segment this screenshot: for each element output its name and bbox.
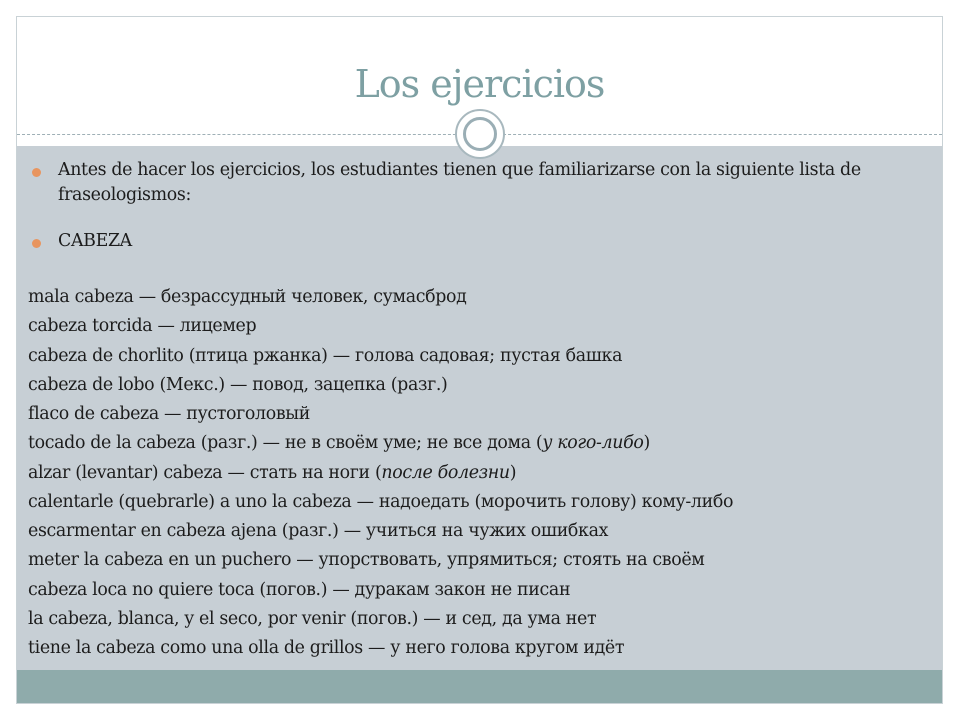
bullet-text: CABEZA (58, 231, 132, 251)
bullet-dot-icon (32, 239, 41, 248)
phrase-italic: у кого-либо (542, 433, 644, 454)
phrase-italic: после болезни (381, 462, 510, 483)
phrase-line: meter la cabeza en un puchero — упорствовать, упрямиться; стоять на своём (28, 550, 705, 571)
ring-ornament-inner (463, 117, 497, 151)
phrase-line: mala cabeza — безрассудный человек, сумасброд (28, 287, 467, 307)
phrase-text: tocado de la cabeza (разг.) — не в своём уме; не все дома ( (28, 433, 543, 454)
slide-body (28, 154, 958, 663)
phrase-text: ) (509, 462, 517, 483)
phrase-line: tiene la cabeza como una olla de grillos — у него голова кругом идёт (28, 638, 625, 658)
phrase-line: cabeza de lobo (Мекс.) — повод, зацепка (разг.) (28, 374, 448, 395)
bullet-text: Antes de hacer los ejercicios, los estudiantes tienen que familiarizarse con la siguiente lista de fraseologismos: (58, 160, 861, 205)
slide-title: Los ejercicios (354, 62, 605, 106)
bullet-item-cabeza (28, 229, 958, 254)
phrase-line (28, 429, 958, 458)
phrase-line (28, 459, 958, 488)
phrase-line: cabeza de chorlito (птица ржанка) — голова садовая; пустая башка (28, 345, 623, 366)
phrase-line: cabeza loca no quiere toca (погов.) — дуракам закон не писан (28, 579, 571, 600)
ring-ornament-icon (455, 109, 505, 159)
footer-band (17, 670, 942, 703)
phrase-line: la cabeza, blanca, y el seco, por venir (погов.) — и сед, да ума нет (28, 608, 597, 629)
phrase-text: alzar (levantar) cabeza — стать на ноги ( (28, 462, 382, 483)
phrase-line: cabeza torcida — лицемер (28, 316, 257, 337)
phrase-line: flaco de cabeza — пустоголовый (28, 404, 311, 424)
bullet-item-intro (28, 158, 958, 208)
phrase-line: escarmentar en cabeza ajena (разг.) — учиться на чужих ошибках (28, 521, 609, 541)
phrase-text: ) (643, 433, 650, 454)
phrase-list (28, 283, 958, 663)
phrase-line: calentarle (quebrarle) a uno la cabeza — надоедать (морочить голову) кому-либо (28, 491, 734, 512)
bullet-dot-icon (32, 168, 41, 177)
